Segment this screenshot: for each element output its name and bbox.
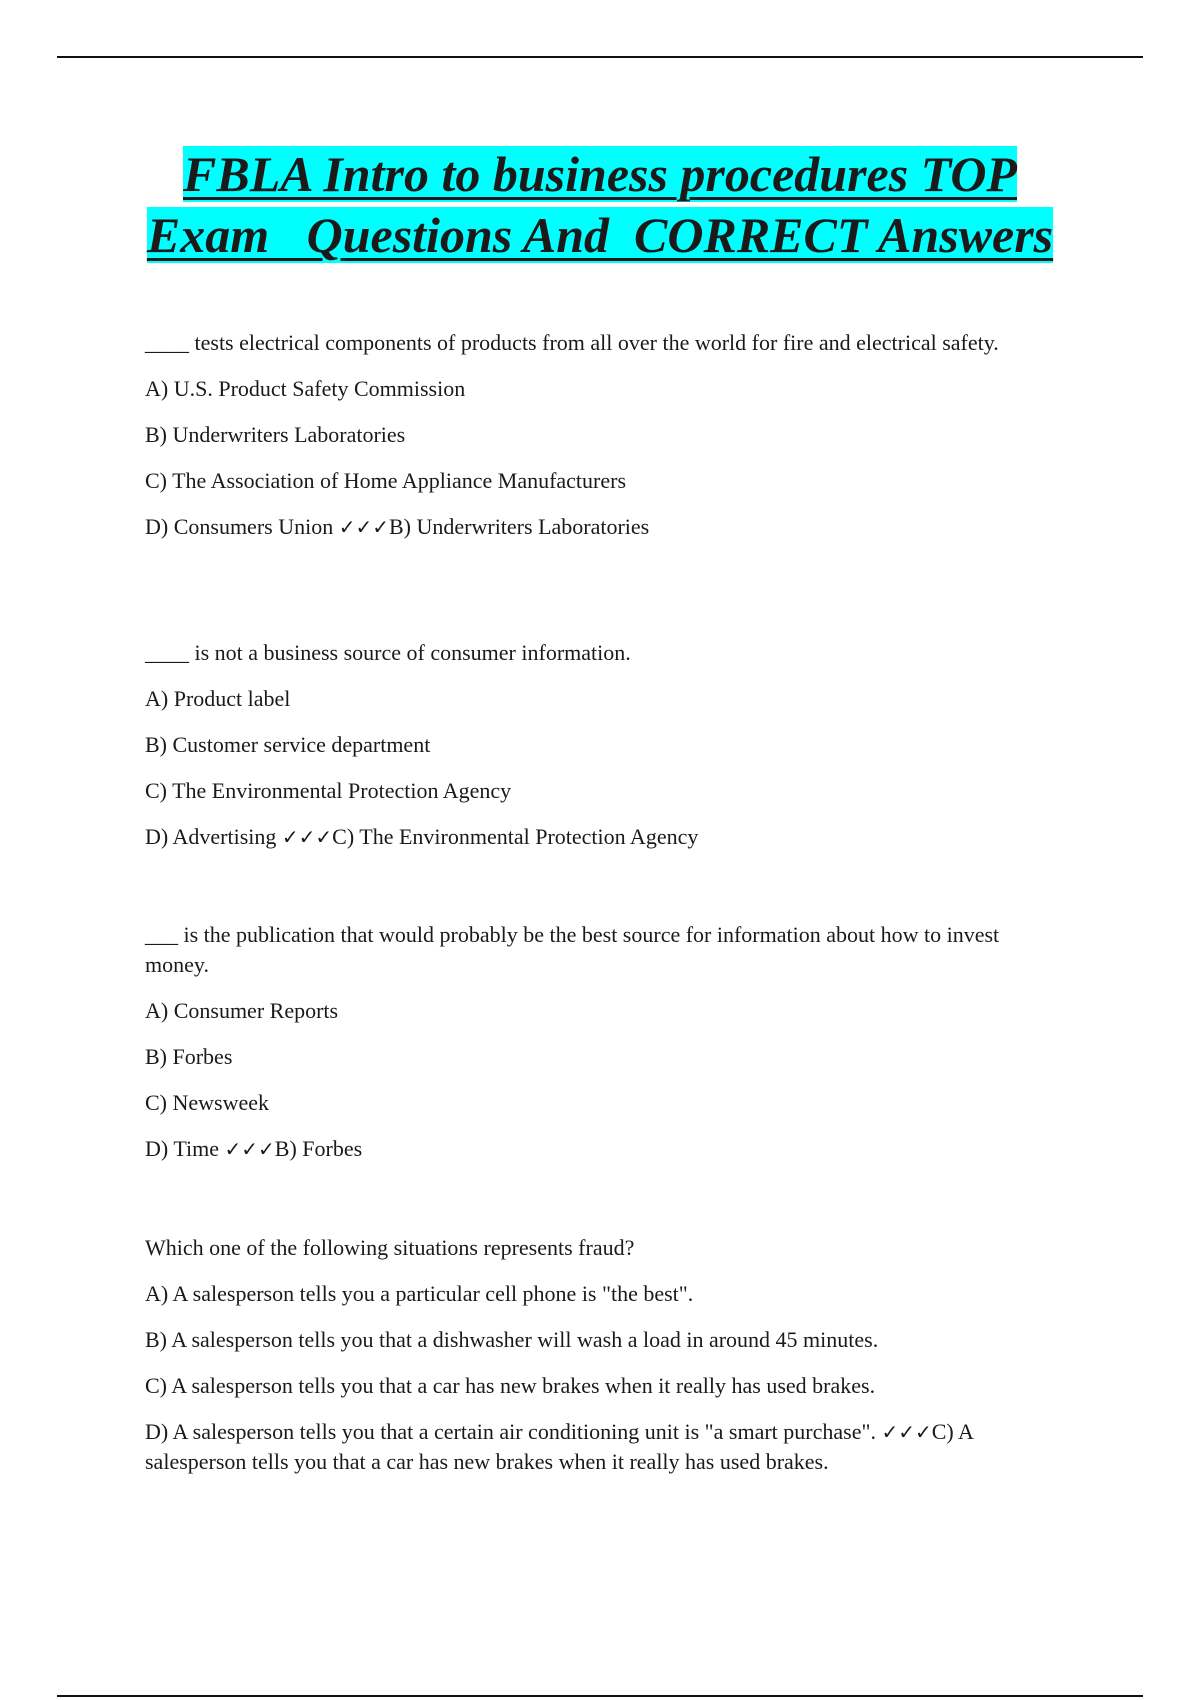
question-block-1 xyxy=(145,328,1045,542)
option-a: A) A salesperson tells you a particular cell phone is "the best". xyxy=(145,1281,694,1306)
question-block-3 xyxy=(145,920,1045,1164)
correct-answer: C) A salesperson tells you that a car has new brakes when it really has used brakes. xyxy=(145,1419,973,1474)
question-text: ___ is the publication that would probably be the best source for information about how to invest money. xyxy=(145,922,1000,977)
option-d-with-answer xyxy=(145,822,1045,852)
option-b: B) Underwriters Laboratories xyxy=(145,422,406,447)
check-marks-icon: ✓✓✓ xyxy=(338,515,389,539)
question-block-4 xyxy=(145,1233,1045,1477)
option-d: D) Time xyxy=(145,1136,219,1161)
option-d: D) Advertising xyxy=(145,824,277,849)
correct-answer: C) The Environmental Protection Agency xyxy=(332,824,699,849)
question-block-2 xyxy=(145,638,1045,852)
question-text: ____ tests electrical components of products from all over the world for fire and electrical safety. xyxy=(145,330,999,355)
correct-answer: B) Forbes xyxy=(274,1136,363,1161)
document-title xyxy=(0,144,1200,266)
option-b: B) Customer service department xyxy=(145,732,431,757)
option-d-with-answer xyxy=(145,1417,1045,1477)
option-b: B) A salesperson tells you that a dishwasher will wash a load in around 45 minutes. xyxy=(145,1327,879,1352)
check-marks-icon: ✓✓✓ xyxy=(281,825,333,849)
question-text: ____ is not a business source of consumer information. xyxy=(145,640,631,665)
option-c: C) The Environmental Protection Agency xyxy=(145,778,512,803)
option-d: D) Consumers Union xyxy=(145,514,334,539)
option-b: B) Forbes xyxy=(145,1044,233,1069)
header-rule xyxy=(57,56,1143,58)
option-d-with-answer xyxy=(145,512,1045,542)
title-line-1: FBLA Intro to business procedures TOP xyxy=(183,146,1017,202)
title-line-2: Exam Questions And CORRECT Answers xyxy=(146,207,1054,263)
option-c: C) A salesperson tells you that a car has new brakes when it really has used brakes. xyxy=(145,1373,876,1398)
option-d: D) A salesperson tells you that a certain air conditioning unit is "a smart purchase". xyxy=(145,1419,876,1444)
option-c: C) The Association of Home Appliance Manufacturers xyxy=(145,468,627,493)
footer-rule xyxy=(57,1695,1143,1697)
option-a: A) U.S. Product Safety Commission xyxy=(145,376,466,401)
option-a: A) Consumer Reports xyxy=(145,998,339,1023)
option-d-with-answer xyxy=(145,1134,1045,1164)
option-a: A) Product label xyxy=(145,686,291,711)
option-c: C) Newsweek xyxy=(145,1090,270,1115)
question-text: Which one of the following situations represents fraud? xyxy=(145,1235,635,1260)
check-marks-icon: ✓✓✓ xyxy=(224,1137,275,1161)
check-marks-icon: ✓✓✓ xyxy=(881,1420,932,1444)
correct-answer: B) Underwriters Laboratories xyxy=(389,514,650,539)
